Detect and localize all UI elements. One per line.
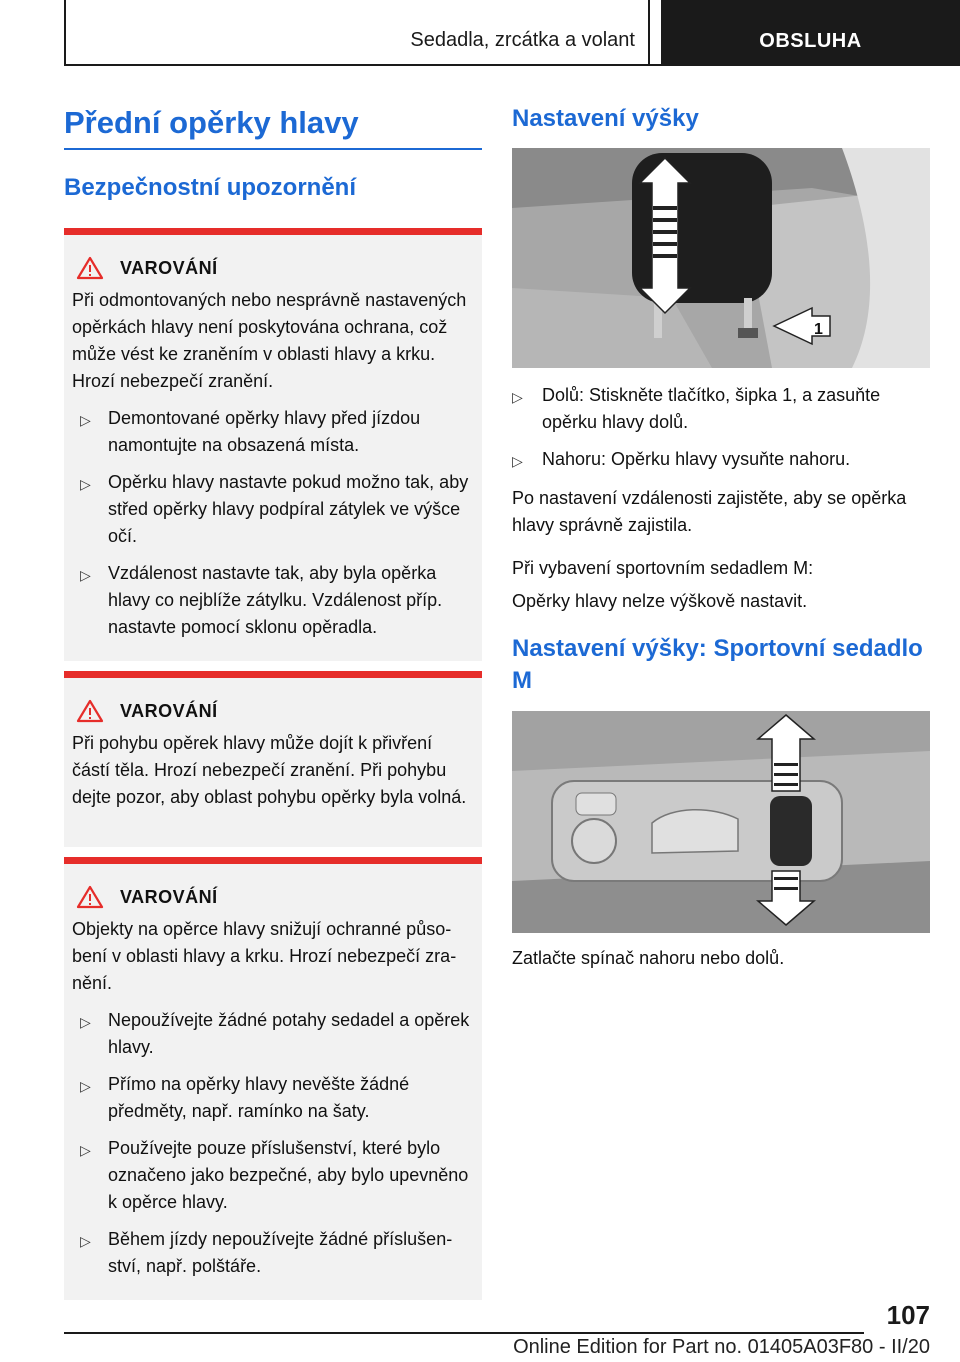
bullet-triangle-icon: ▷ (512, 389, 523, 405)
warning-box-2 (64, 671, 482, 847)
warning-triangle-icon (76, 699, 104, 723)
footer-rule (64, 1332, 864, 1334)
list-item (72, 1007, 474, 1061)
warning-text: Při odmontovaných nebo nesprávně nastavených opěrkách hlavy není poskytována ochrana, což může vést ke zraněním v oblasti hlavy a krku. Hrozí nebezpečí zranění. (72, 290, 467, 391)
warning-text: Při pohybu opěrek hlavy může dojít k přivření částí těla. Hrozí nebezpečí zranění. Při pohybu dejte pozor, aby oblast pohybu opěrky byla volná. (72, 733, 467, 807)
warning-header (72, 882, 474, 912)
chapter-tab[interactable]: OBSLUHA (661, 0, 960, 66)
bullet-triangle-icon: ▷ (80, 1078, 91, 1094)
list-item-text: Přímo na opěrky hlavy nevěšte žádné předměty, např. ramínko na šaty. (108, 1074, 410, 1121)
list-item (72, 1135, 474, 1216)
warning-box-1 (64, 228, 482, 661)
page-number: 107 (886, 1300, 930, 1330)
bullet-triangle-icon: ▷ (80, 567, 91, 583)
list-item-text: Nahoru: Opěrku hlavy vysuňte nahoru. (542, 449, 851, 469)
list-item (72, 1226, 474, 1280)
page-title: Přední opěrky hlavy (64, 100, 482, 150)
sport-seat-switch-figure (512, 711, 930, 933)
warning-title: VAROVÁNÍ (120, 700, 218, 721)
paragraph: Opěrky hlavy nelze výškově nastavit. (512, 591, 808, 611)
warning-triangle-icon (76, 885, 104, 909)
list-item (72, 469, 474, 550)
seat-switch-illustration (512, 711, 930, 933)
warning-title: VAROVÁNÍ (120, 257, 218, 278)
list-item-text: Demontované opěrky hlavy před jízdou namontujte na obsazená místa. (108, 408, 421, 455)
headrest-illustration (512, 148, 930, 368)
section-heading-safety: Bezpečnostní upozornění (64, 174, 357, 201)
section-heading-sport-seat: Nastavení výšky: Sportovní sedadlo M (512, 635, 923, 694)
headrest-height-figure (512, 148, 930, 368)
section-heading-height: Nastavení výšky (512, 105, 699, 132)
warning-header (72, 696, 474, 726)
bullet-triangle-icon: ▷ (80, 412, 91, 428)
list-item-text: Vzdálenost nastavte tak, aby byla opěrka hlavy co nejblíže zátylku. Vzdálenost příp. nastavte pomocí sklonu opěradla. (108, 563, 443, 637)
list-item (72, 560, 474, 641)
warning-triangle-icon (76, 256, 104, 280)
warning-box-3 (64, 857, 482, 1300)
list-item (512, 382, 930, 436)
list-item-text: Používejte pouze příslušenství, které bylo označeno jako bezpečné, aby bylo upevněno k opěrce hlavy. (108, 1138, 469, 1212)
list-item-text: Dolů: Stiskněte tlačítko, šipka 1, a zasuňte opěrku hlavy dolů. (542, 385, 881, 432)
list-item (512, 446, 930, 475)
page-header (64, 0, 960, 66)
paragraph: Při vybavení sportovním sedadlem M: (512, 558, 814, 578)
left-column (64, 100, 482, 1300)
section-title: Sedadla, zrcátka a volant (410, 29, 635, 51)
list-item-text: Opěrku hlavy nastavte pokud možno tak, aby střed opěrky hlavy podpíral zátylek ve výšce očí. (108, 472, 469, 546)
paragraph: Zatlačte spínač nahoru nebo dolů. (512, 948, 785, 968)
list-item (72, 1071, 474, 1125)
bullet-triangle-icon: ▷ (80, 1233, 91, 1249)
bullet-triangle-icon: ▷ (80, 476, 91, 492)
list-item-text: Během jízdy nepoužívejte žádné příslušenství, např. polštáře. (108, 1229, 453, 1276)
paragraph: Po nastavení vzdálenosti zajistěte, aby se opěrka hlavy správně zajistila. (512, 488, 907, 535)
list-item-text: Nepoužívejte žádné potahy sedadel a opěrek hlavy. (108, 1010, 470, 1057)
header-separator (648, 0, 650, 66)
warning-header (72, 253, 474, 283)
list-item (72, 405, 474, 459)
warning-text: Objekty na opěrce hlavy snižují ochranné působení v oblasti hlavy a krku. Hrozí nebezpečí zranění. (72, 919, 457, 993)
bullet-triangle-icon: ▷ (512, 453, 523, 469)
callout-number: 1 (814, 321, 823, 338)
bullet-triangle-icon: ▷ (80, 1014, 91, 1030)
warning-title: VAROVÁNÍ (120, 886, 218, 907)
bullet-triangle-icon: ▷ (80, 1142, 91, 1158)
right-column (512, 100, 930, 972)
edition-footer: Online Edition for Part no. 01405A03F80 - II/20 (513, 1336, 930, 1358)
